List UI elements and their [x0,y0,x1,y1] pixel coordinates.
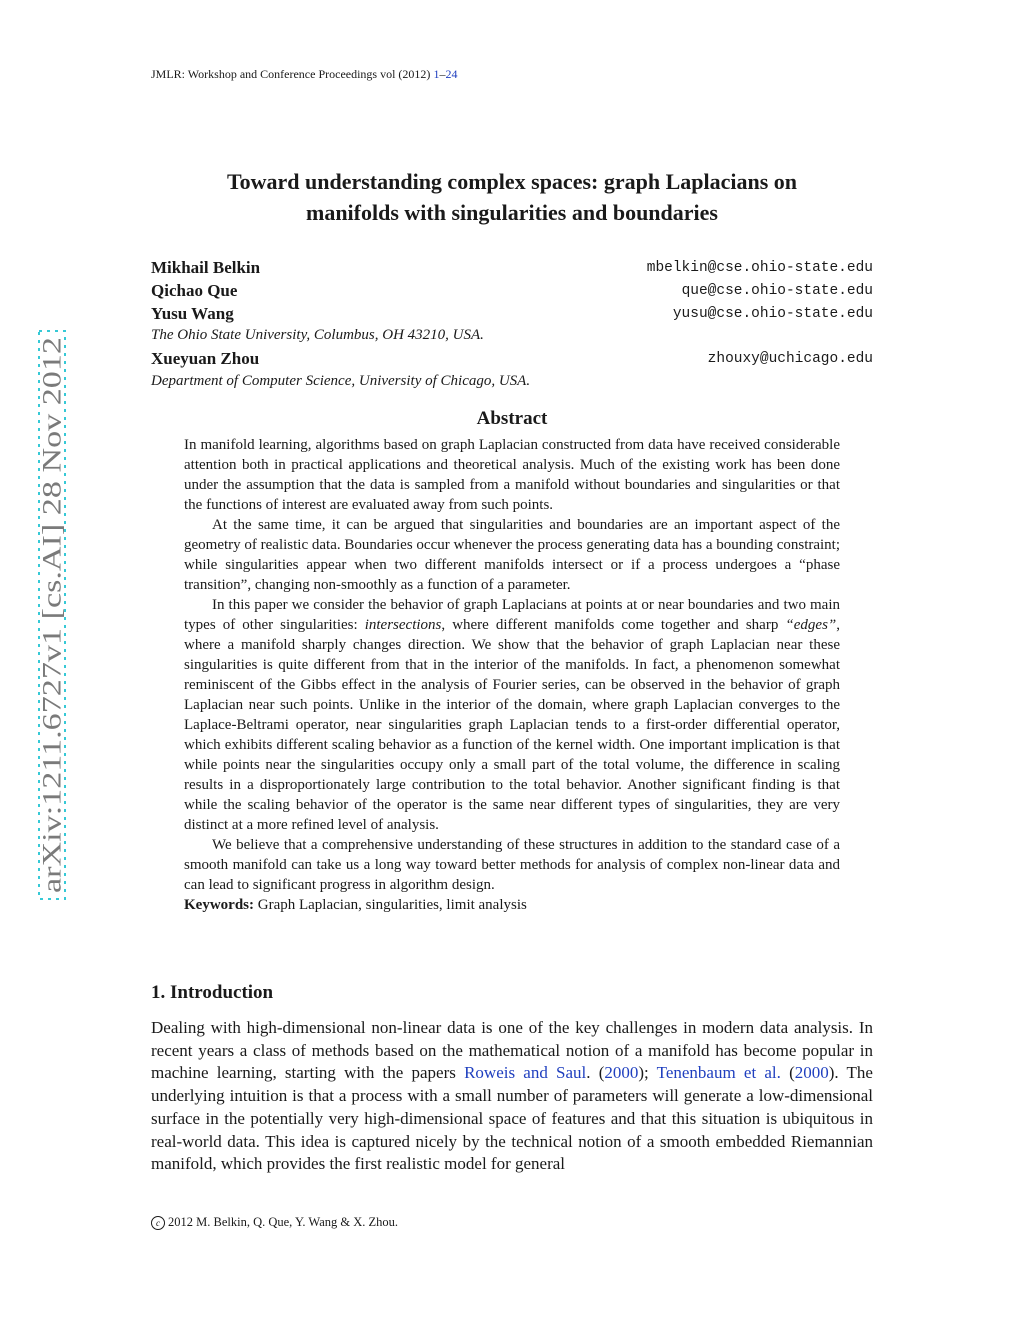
arxiv-stamp-text: arXiv:1211.6727v1 [cs.AI] 28 Nov 2012 [38,469,66,893]
author-row [151,304,873,326]
copyright-icon: c [151,1216,165,1230]
author-row [151,258,873,280]
intro-text: ( [780,1063,795,1083]
keywords-label: Keywords: [184,897,254,913]
page-end-link[interactable]: 24 [445,67,458,81]
copyright-text: 2012 M. Belkin, Q. Que, Y. Wang & X. Zhou. [168,1215,399,1229]
abstract-paragraph [184,595,840,835]
citation-link[interactable]: Roweis and Saul [464,1063,587,1083]
citation-year-link[interactable]: 2000 [604,1063,639,1083]
abstract-paragraph: At the same time, it can be argued that singularities and boundaries are an important aspect of the geometry of realistic data. Boundaries occur whenever the process generating data has a bounding constraint; while singularities appear when two different manifolds intersect or if a process undergoes a “phase transition”, changing non-smoothly as a function of a parameter. [184,517,841,593]
title-line-1: Toward understanding complex spaces: graph Laplacians on [226,169,798,194]
intro-text: ); [638,1063,657,1083]
page-range-dash: – [439,67,446,81]
citation-year-link[interactable]: 2000 [794,1063,829,1083]
abstract-body [184,435,840,915]
abstract-emphasis: intersections [364,617,442,633]
abstract-paragraph: In manifold learning, algorithms based on graph Laplacian constructed from data have received considerable attention both in practical applications and theoretical analysis. Much of the existing work has been done under the assumption that the data is sampled from a manifold without boundaries and singularities or that the functions of interest are evaluated away from such points. [184,437,840,513]
author-name: Qichao Que [151,281,238,300]
keywords-list: Graph Laplacian, singularities, limit analysis [254,897,527,913]
author-row [151,281,873,303]
author-row [151,349,873,371]
author-email[interactable]: zhouxy@uchicago.edu [707,351,873,367]
author-email[interactable]: yusu@cse.ohio-state.edu [672,306,873,322]
intro-paragraph [151,1017,873,1176]
abstract-text: , where a manifold sharply changes direction. We show that the behavior of graph Laplacian near these singularities is quite different from that in the interior of the manifolds. In fact, a phenomenon somewhat reminiscent of the Gibbs effect in the analysis of Fourier series, can be observed in the behavior of graph Laplacian near such points. Unlike in the interior of the domain, where graph Laplacian converges to the Laplace-Beltrami operator, near singularities graph Laplacian tends to a first-order differential operator, which exhibits different scaling behavior as a function of the kernel width. One important implication is that while points near the singularities occupy only a small part of the total volume, the difference in scaling results in a disproportionately large contribution to the total behavior. Another significant finding is that while the scaling behavior of the operator is the same near different types of singularities, they are very distinct at a more refined level of analysis. [184,617,840,833]
keywords [184,895,840,915]
abstract-emphasis: “edges” [785,617,837,633]
citation-link[interactable]: Tenenbaum et al. [656,1063,781,1083]
intro-text: . ( [586,1063,605,1083]
author-name: Yusu Wang [151,304,234,323]
author-name: Xueyuan Zhou [151,349,260,368]
author-name: Mikhail Belkin [151,258,261,277]
affiliation: The Ohio State University, Columbus, OH 43210, USA. [151,327,484,343]
abstract-text: , where different manifolds come together and sharp [441,617,786,633]
author-email[interactable]: que@cse.ohio-state.edu [681,283,873,299]
copyright-footer [151,1215,398,1230]
abstract-paragraph: We believe that a comprehensive understanding of these structures in addition to the standard case of a smooth manifold can take us a long way toward better methods for analysis of complex non-linear data and can lead to significant progress in algorithm design. [184,837,840,893]
arxiv-stamp [38,330,66,900]
running-header [151,67,457,82]
intro-text: ). The underlying intuition is that a process with a small number of parameters will generate a low-dimensional surface in the potentially very high-dimensional space of features and that this situation is ubiquitous in real-world data. This idea is captured nicely by the technical notion of a smooth embedded Riemannian manifold, which provides the first realistic model for general [151,1063,873,1174]
title-line-2: manifolds with singularities and boundaries [306,200,718,225]
author-email[interactable]: mbelkin@cse.ohio-state.edu [646,260,873,276]
page-start-link[interactable]: 1 [433,67,440,81]
affiliation: Department of Computer Science, University of Chicago, USA. [151,373,531,389]
intro-text: Dealing with high-dimensional non-linear data is one of the key challenges in modern data analysis. In recent years a class of methods based on the mathematical notion of a manifold has become popular in machine learning, starting with the papers [151,1018,873,1083]
abstract-text: In this paper we consider the behavior of graph Laplacians at points at or near boundaries and two main types of other singularities: [184,597,840,633]
introduction-body [151,1017,873,1176]
section-heading: 1. Introduction [151,982,274,1003]
journal-name: JMLR: Workshop and Conference Proceedings vol (2012) [151,67,434,81]
abstract-heading: Abstract [476,408,548,429]
paper-title [151,166,873,228]
